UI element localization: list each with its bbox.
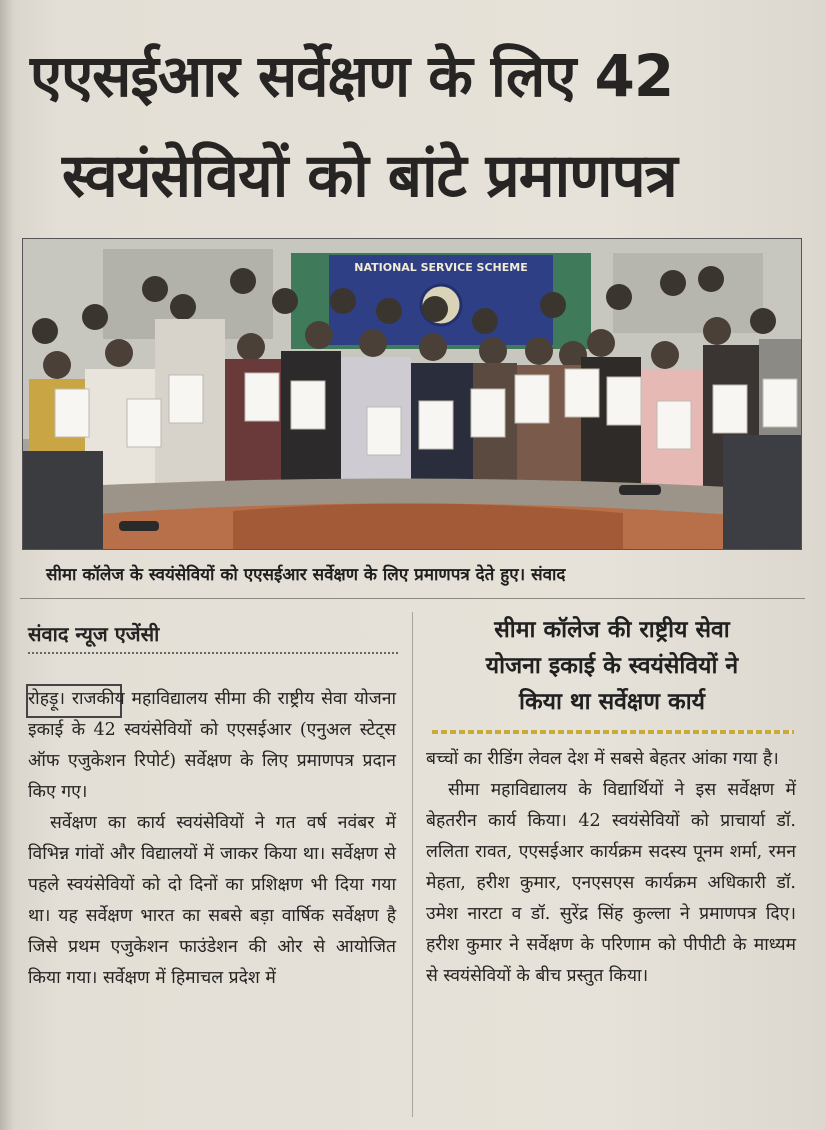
caption-divider: [20, 598, 805, 599]
column-divider: [412, 612, 413, 1117]
news-photo: [22, 238, 802, 550]
side-heading-line-2: योजना इकाई के स्वयंसेवियों ने: [485, 653, 739, 679]
right-para-1: बच्चों का रीडिंग लेवल देश में सबसे बेहतर आंका गया है।: [426, 749, 779, 769]
left-para-1: रोहड़ू। राजकीय महाविद्यालय सीमा की राष्ट्रीय सेवा योजना इकाई के 42 स्वयंसेवियों को एएसईआर (एनुअल स्टेट्स ऑफ एजुकेशन रिपोर्ट) सर्वेक्षण के लिए प्रमाणपत्र प्रदान किए गए।: [28, 689, 396, 802]
side-heading-line-1: सीमा कॉलेज की राष्ट्रीय सेवा: [494, 617, 730, 643]
headline-line-1: एएसईआर सर्वेक्षण के लिए 42: [30, 42, 674, 110]
photo-caption: सीमा कॉलेज के स्वयंसेवियों को एएसईआर सर्वेक्षण के लिए प्रमाणपत्र देते हुए। संवाद: [46, 565, 566, 585]
side-heading-line-3: किया था सर्वेक्षण कार्य: [518, 689, 705, 715]
right-para-2: सीमा महाविद्यालय के विद्यार्थियों ने इस सर्वेक्षण में बेहतरीन कार्य किया। 42 स्वयंसेवियों को प्राचार्या डॉ. ललिता रावत, एएसईआर कार्यक्रम सदस्य पूनम शर्मा, रमन मेहता, हरीश कुमार, एनएसएस कार्यक्रम अधिकारी डॉ. उमेश नारटा व डॉ. सुरेंद्र सिंह कुल्ला ने प्रमाणपत्र दिए। हरीश कुमार ने सर्वेक्षण के परिणाम को पीपीटी के माध्यम से स्वयंसेवियों के बीच प्रस्तुत किया।: [426, 780, 796, 986]
right-column: [426, 744, 796, 992]
left-column: [28, 684, 396, 994]
side-heading: [428, 612, 796, 720]
headline-line-2: स्वयंसेवियों को बांटे प्रमाणपत्र: [62, 141, 677, 211]
left-para-2: सर्वेक्षण का कार्य स्वयंसेवियों ने गत वर्ष नवंबर में विभिन्न गांवों और विद्यालयों में जाकर किया था। सर्वेक्षण से पहले स्वयंसेवियों को दो दिनों का प्रशिक्षण भी दिया गया था। यह सर्वेक्षण भारत का सबसे बड़ा वार्षिक सर्वेक्षण है जिसे प्रथम एजुकेशन फाउंडेशन की ओर से आयोजित किया गया। सर्वेक्षण में हिमाचल प्रदेश में: [28, 813, 396, 988]
byline: संवाद न्यूज एजेंसी: [28, 618, 398, 654]
side-heading-underline: [432, 730, 794, 734]
group-photo-illustration: [23, 239, 801, 549]
banner-text: NATIONAL SERVICE SCHEME: [354, 261, 528, 274]
